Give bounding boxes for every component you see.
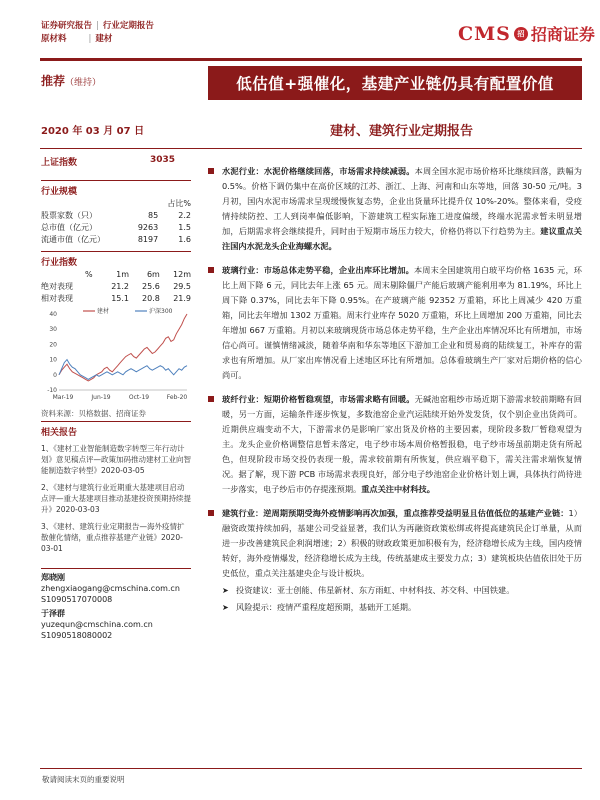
report-series: 行业定期报告 (102, 21, 154, 31)
risk-text: 风险提示：疫情严重程度超预期，基础开工延期。 (236, 602, 417, 612)
subtitle-rule (40, 148, 582, 149)
section-body: 1）融资政策持续加码，基建公司受益显著，我们认为再融资政策松绑或将提高建筑民企订单量，从而进一步改善建筑民企利润增速；2）积极的财政政策更加积极有为，经济稳增长成为主线，国内疫情转好，海外疫情爆发，经济稳增长成为主线，传统基建成主要发力点；3）建筑板块估值依旧处于历史低位，重点关注基建央企与设计板块。 (222, 508, 582, 578)
series-line-2 (59, 360, 187, 380)
analyst-name: 于泽群 (41, 609, 65, 618)
footer-note: 敬请阅读末页的重要说明 (42, 775, 125, 784)
divider (41, 251, 191, 252)
x-tick-label: Feb-20 (166, 394, 188, 401)
rating-label: 推荐 (41, 74, 66, 88)
legend-label: 建材 (97, 308, 110, 315)
divider (41, 421, 191, 422)
legend-label: 沪深300 (149, 308, 173, 315)
logo-company-name: 招商证券 (530, 25, 595, 44)
section-heading: 玻璃行业：市场总体走势平稳，企业出库环比增加。 (222, 265, 414, 275)
risk-warning (222, 600, 582, 615)
header-cell (41, 268, 85, 280)
x-tick-label: Oct-19 (128, 394, 150, 401)
section-heading: 建筑行业：逆周期预期受海外疫情影响再次加强，重点推荐受益明显且估值低位的基建产业链： (222, 508, 569, 518)
table-row (41, 280, 191, 292)
cell-label: 绝对表现 (41, 281, 73, 291)
x-tick-label: Jun-19 (91, 394, 111, 401)
rating (41, 72, 101, 89)
table-row (41, 233, 191, 245)
cell-label: 股票家数（只） (41, 210, 97, 220)
industry: 建材 (95, 34, 113, 44)
line-chart (41, 306, 191, 406)
cell-value: 21.9 (173, 293, 191, 303)
cell-label: 总市值（亿元） (41, 222, 97, 232)
arrow-bullet-icon: ➤ (222, 586, 229, 595)
section-glass (208, 263, 582, 383)
cell-pct: 1.5 (178, 222, 191, 232)
analyst-cert: S1090518080002 (41, 631, 113, 640)
table-row (41, 209, 191, 221)
scale-table (41, 197, 191, 245)
index-value: 3035 (149, 155, 175, 165)
table-header (41, 268, 191, 280)
related-report-item[interactable]: 3、《建材、建筑行业定期报告—海外疫情扩散催化情绪，重点推荐基建产业链》2020-03-01 (41, 522, 185, 553)
x-tick-label: Mar-19 (52, 394, 74, 401)
section-body: 本周末全国建筑用白玻平均价格 1635 元，环比上周下降 6 元，同比去年上涨 65 元。周末剔除僵尸产能后玻璃产能利用率为 81.19%，环比上周下降 0.37%，同比去年下降 0.95%。在产玻璃产能 92352 万重箱，环比上周减少 420 万重箱，同比去年增加 1302 万重箱。周末行业库存 5020 万重箱，环比上周增加 200 万重箱，同比去年增加 667 万重箱。月初以来玻璃现货市场总体走势平稳，生产企业出库情况环比有所增加，市场信心尚可。谨慎情绪减淡，随着华南和华东等地区下游加工企业和贸易商的陆续复工，补库存的需求也有所增加。从厂家出库情况看上述地区环比有所增加。总体看玻璃生产厂家对后期价格的信心尚可。 (222, 265, 582, 380)
chart-source: 资料来源：贝格数据、招商证券 (41, 409, 146, 418)
scale-title: 行业规模 (41, 187, 78, 197)
report-header (41, 20, 154, 46)
cell-value: 15.1 (111, 293, 129, 303)
section-construction (208, 506, 582, 615)
header-cell: % (85, 269, 93, 279)
arrow-bullet-icon: ➤ (222, 603, 229, 612)
section-fiberglass (208, 392, 582, 497)
y-tick-label: -10 (47, 387, 57, 394)
section-heading: 玻纤行业：短期价格暂稳观望，市场需求略有回暖。 (222, 394, 415, 404)
y-tick-label: 0 (53, 371, 57, 379)
section-highlight: 建议重点关注国内水泥龙头企业海螺水泥。 (222, 226, 582, 251)
cell-pct: 1.6 (178, 234, 191, 244)
report-type: 证券研究报告 (41, 21, 93, 31)
cell-pct: 2.2 (178, 210, 191, 220)
section-heading: 水泥行业：水泥价格继续回落，市场需求持续减弱。 (222, 166, 415, 176)
y-tick-label: 20 (49, 341, 57, 349)
perf-title: 行业指数 (41, 258, 78, 268)
sidebar (41, 155, 191, 641)
related-reports (41, 443, 191, 554)
cell-value: 8197 (137, 234, 159, 244)
y-tick-label: 10 (49, 356, 57, 364)
section-body: 本周全国水泥市场价格环比继续回落，跌幅为 0.5%。价格下调仍集中在高价区域的江苏、浙江、上海、河南和山东等地，回落 30-50 元/吨。3 月初，国内水泥市场需求呈现缓慢恢复态势，企业出货量环比提升仅 10%-20%。整体来看，受疫情持续防控、工人到岗率偏低影响，下游建筑工程实际施工进度偏缓，终端水泥需求暂未明显增加，后期需求将会继续提升，同时由于短期市场压力较大，价格仍将以下行趋势为主。 (222, 166, 582, 236)
y-tick-label: 30 (49, 326, 57, 334)
related-title: 相关报告 (41, 428, 78, 438)
y-tick-label: 40 (49, 311, 57, 318)
cell-label: 流通市值（亿元） (41, 234, 105, 244)
cell-label: 相对表现 (41, 293, 73, 303)
advice-text: 投资建议：亚士创能、伟星新材、东方雨虹、中材科技、苏交科、中国铁建。 (236, 585, 515, 595)
investment-advice (222, 583, 582, 598)
section-cement (208, 164, 582, 254)
cell-value: 21.2 (111, 281, 129, 291)
header-cell: 12m (173, 269, 191, 279)
header-rule (40, 58, 582, 61)
scale-header: 占比% (167, 198, 191, 208)
divider (41, 180, 191, 181)
index-chart (41, 306, 191, 406)
cell-value: 9263 (137, 222, 159, 232)
series-line-1 (59, 314, 187, 381)
table-row (41, 221, 191, 233)
analyst-cert: S1090517070008 (41, 595, 113, 604)
index-row (41, 155, 191, 168)
analyst-email[interactable]: yuzequn@cmschina.com.cn (41, 620, 153, 629)
main-content (208, 164, 582, 624)
divider: | (88, 34, 92, 44)
square-bullet-icon (208, 267, 214, 273)
report-date: 2020 年 03 月 07 日 (41, 126, 145, 137)
square-bullet-icon (208, 168, 214, 174)
cell-value: 85 (148, 210, 159, 220)
category: 原材料 (41, 34, 67, 44)
section-highlight: 重点关注中材科技。 (361, 484, 435, 494)
report-title: 低估值+强催化，基建产业链仍具有配置价值 (208, 66, 582, 100)
cell-value: 25.6 (142, 281, 160, 291)
table-row (41, 292, 191, 304)
analyst-name: 郑晓刚 (41, 573, 65, 582)
square-bullet-icon (208, 396, 214, 402)
analyst-block (41, 572, 191, 641)
header-cell: 1m (116, 269, 129, 279)
logo-cms: CMS (458, 22, 511, 45)
header-cell: 6m (146, 269, 160, 279)
perf-table (41, 268, 191, 304)
square-bullet-icon (208, 510, 214, 516)
index-label: 上证指数 (41, 158, 78, 168)
related-report-item[interactable]: 2、《建材与建筑行业近期重大基建项目启动点评—重大基建项目推动基建投资预期持续提升》2020-03-03 (41, 483, 191, 514)
analyst-email[interactable]: zhengxiaogang@cmschina.com.cn (41, 584, 180, 593)
cell-value: 29.5 (173, 281, 191, 291)
footer (40, 768, 582, 784)
report-subtitle: 建材、建筑行业定期报告 (330, 124, 474, 139)
rating-detail: （维持） (65, 78, 102, 88)
cell-value: 20.8 (142, 293, 160, 303)
related-report-item[interactable]: 1、《建材工业智能制造数字转型三年行动计划》意见稿点评—政策加码推动建材工业向智能制造数字转型》2020-03-05 (41, 444, 191, 475)
divider (41, 568, 191, 569)
company-logo (458, 22, 595, 45)
section-body: 无碱池窑粗纱市场近期下游需求较前期略有回暖，另一方面，运输条件逐步恢复，多数池窑企业汽运陆续开始外发发货，仅个别企业出货尚可。近期供应端变动不大，下游需求仍是影响厂家出货及价格的主要因素，现阶段多数厂暂稳观望为主。龙头企业价格调整信息暂未落定，电子纱市场本周价格暂报稳，电子纱市场虽前期走货有所起色，但现阶段市场交投仍表现一般，需求较前期有所恢复，供应端平稳下，需关注需求端恢复情况。据了解，现下游 PCB 市场需求表现良好，部分电子纱池窑企业价格计划上调，具体执行尚待进一步落实，电子纱后市仍存提涨预期。 (222, 394, 582, 494)
logo-mark-icon: 招 (514, 27, 528, 41)
divider: | (96, 21, 99, 31)
